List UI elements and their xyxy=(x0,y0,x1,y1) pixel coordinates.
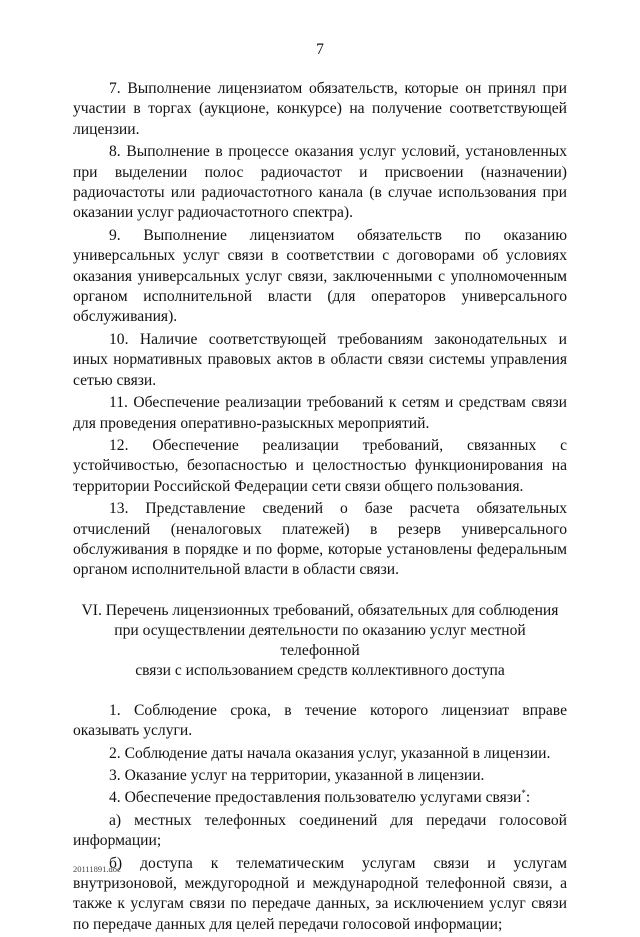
paragraph-item-11: 11. Обеспечение реализации требований к сетям и средствам связи для проведения оперативно-разыскных мероприятий. xyxy=(73,394,567,432)
footer-file-code: 20111891.doc xyxy=(73,864,121,874)
section-heading xyxy=(73,601,567,681)
section-heading-line: связи с использованием средств коллективного доступа xyxy=(135,661,505,679)
paragraph-item-12: 12. Обеспечение реализации требований, связанных с устойчивостью, безопасностью и целостностью функционирования на территории Российской Федерации сети связи общего пользования. xyxy=(73,436,567,495)
paragraph-item-2: 2. Соблюдение даты начала оказания услуг, указанной в лицензии. xyxy=(109,744,551,762)
paragraph-item-3: 3. Оказание услуг на территории, указанной в лицензии. xyxy=(109,766,485,784)
subitem-a: а) местных телефонных соединений для передачи голосовой информации; xyxy=(73,811,567,850)
item-4-colon: : xyxy=(525,789,531,807)
document-body xyxy=(73,79,567,937)
section-heading-line: при осуществлении деятельности по оказанию услуг местной телефонной xyxy=(114,621,526,659)
footnote-marker: * xyxy=(521,788,526,799)
paragraph-item-9: 9. Выполнение лицензиатом обязательств по оказанию универсальных услуг связи в соответствии с договорами об условиях оказания универсальных услуг связи, заключенными с уполномоченным органом исполнительной власти (для операторов универсального обслуживания). xyxy=(73,226,567,326)
paragraph-item-10: 10. Наличие соответствующей требованиям законодательных и иных нормативных правовых актов в области связи системы управления сетью связи. xyxy=(73,330,567,389)
paragraph-item-8: 8. Выполнение в процессе оказания услуг условий, установленных при выделении полос радиочастот и присвоении (назначении) радиочастоты или радиочастотного канала (в случае использования при оказании услуг радиочастотного спектра). xyxy=(73,143,567,222)
paragraph-item-4 xyxy=(73,788,567,808)
subitem-b: б) доступа к телематическим услугам связи и услугам внутризоновой, междугородной и международной телефонной связи, а также к услугам связи по передаче данных, за исключением услуг связи по передаче данных для целей передачи голосовой информации; xyxy=(73,854,567,933)
paragraph-item-13: 13. Представление сведений о базе расчета обязательных отчислений (неналоговых платежей) в резерв универсального обслуживания в порядке и по форме, которые установлены федеральным органом исполнительной власти в области связи. xyxy=(73,500,567,579)
item-4-text: 4. Обеспечение предоставления пользователю услугами связи xyxy=(109,789,522,807)
page-number: 7 xyxy=(316,41,324,58)
paragraph-item-7: 7. Выполнение лицензиатом обязательств, которые он принял при участии в торгах (аукционе, конкурсе) на получение соответствующей лицензии. xyxy=(73,80,567,138)
section-heading-line: VI. Перечень лицензионных требований, обязательных для соблюдения xyxy=(81,601,559,619)
paragraph-item-1: 1. Соблюдение срока, в течение которого лицензиат вправе оказывать услуги. xyxy=(73,701,567,740)
